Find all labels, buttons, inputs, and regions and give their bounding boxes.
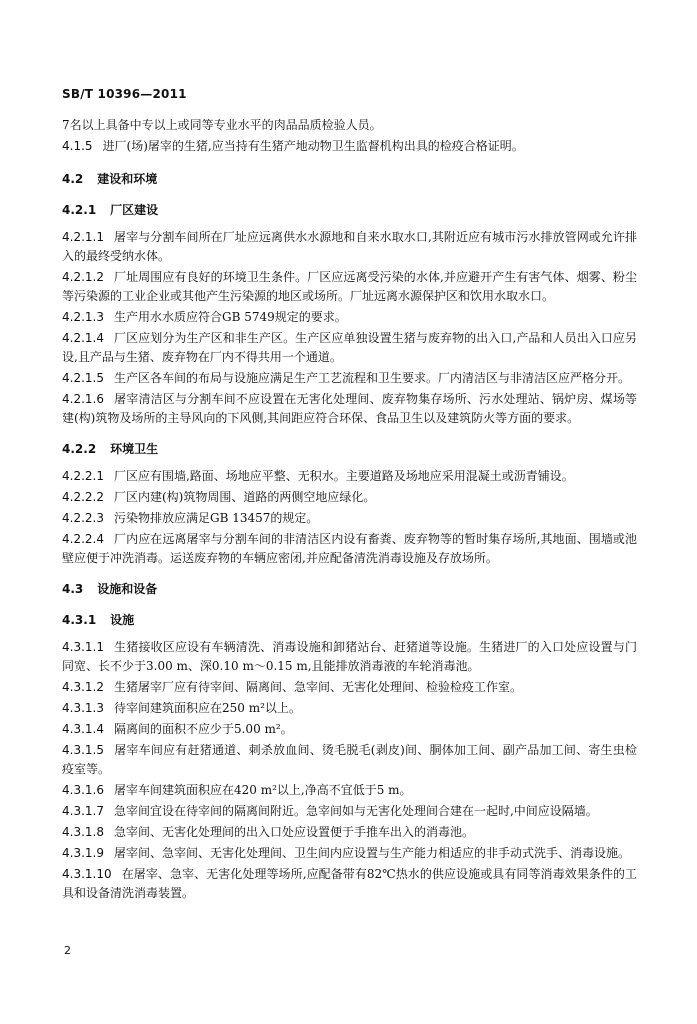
clause-4-3-1-9: 4.3.1.9 屠宰间、急宰间、无害化处理间、卫生间内应设置与生产能力相适应的非手动式洗手、消毒设施。 xyxy=(62,846,630,860)
subsection-heading-4-3-1: 4.3.1 设施 xyxy=(62,613,135,627)
clause-4-2-2-1: 4.2.2.1 厂区应有围墙,路面、场地应平整、无积水。主要道路及场地应采用混凝土或沥青铺设。 xyxy=(62,469,574,483)
paragraph: 7名以上具备中专以上或同等专业水平的肉品品质检验人员。 xyxy=(62,118,382,132)
section-heading-4-2: 4.2 建设和环境 xyxy=(62,172,158,186)
standard-code: SB/T 10396—2011 xyxy=(62,87,187,101)
clause-4-2-2-2: 4.2.2.2 厂区内建(构)筑物周围、道路的两侧空地应绿化。 xyxy=(62,490,376,504)
clause-4-2-1-6: 4.2.1.6 屠宰清洁区与分割车间不应设置在无害化处理间、废弃物集存场所、污水处理站、锅炉房、煤场等建(构)筑物及场所的主导风向的下风侧,其间距应符合环保、食品卫生以及建筑防火等方面的要求。 xyxy=(62,392,637,425)
clause-4-2-1-3: 4.2.1.3 生产用水水质应符合GB 5749规定的要求。 xyxy=(62,310,347,324)
clause-4-3-1-1: 4.3.1.1 生猪接收区应设有车辆清洗、消毒设施和卸猪站台、赶猪道等设施。生猪进厂的入口处应设置与门同宽、长不少于3.00 m、深0.10 m～0.15 m,且能排放消毒液的车轮消毒池。 xyxy=(62,640,637,673)
clause-4-3-1-10: 4.3.1.10 在屠宰、急宰、无害化处理等场所,应配备带有82℃热水的供应设施或具有同等消毒效果条件的工具和设备清洗消毒装置。 xyxy=(62,867,637,900)
subsection-heading-4-2-1: 4.2.1 厂区建设 xyxy=(62,203,159,217)
clause-4-3-1-4: 4.3.1.4 隔离间的面积不应少于5.00 m²。 xyxy=(62,722,293,736)
document-body xyxy=(62,116,637,903)
clause-4-2-1-1: 4.2.1.1 屠宰与分割车间所在厂址应远离供水水源地和自来水取水口,其附近应有城市污水排放管网或允许排入的最终受纳水体。 xyxy=(62,230,637,263)
clause-4-3-1-5: 4.3.1.5 屠宰车间应有赶猪通道、刺杀放血间、烫毛脱毛(剥皮)间、胴体加工间、副产品加工间、寄生虫检疫室等。 xyxy=(62,743,637,776)
clause-4-2-1-4: 4.2.1.4 厂区应划分为生产区和非生产区。生产区应单独设置生猪与废弃物的出入口,产品和人员出入口应另设,且产品与生猪、废弃物在厂内不得共用一个通道。 xyxy=(62,331,637,364)
clause-4-3-1-3: 4.3.1.3 待宰间建筑面积应在250 m²以上。 xyxy=(62,701,301,715)
clause-4-3-1-8: 4.3.1.8 急宰间、无害化处理间的出入口处应设置便于手推车出入的消毒池。 xyxy=(62,825,474,839)
subsection-heading-4-2-2: 4.2.2 环境卫生 xyxy=(62,442,159,456)
page-number: 2 xyxy=(64,944,71,957)
clause-4-2-2-3: 4.2.2.3 污染物排放应满足GB 13457的规定。 xyxy=(62,511,319,525)
clause-4-3-1-7: 4.3.1.7 急宰间宜设在待宰间的隔离间附近。急宰间如与无害化处理间合建在一起时,中间应设隔墙。 xyxy=(62,804,598,818)
clause-4-3-1-6: 4.3.1.6 屠宰车间建筑面积应在420 m²以上,净高不宜低于5 m。 xyxy=(62,783,412,797)
section-heading-4-3: 4.3 设施和设备 xyxy=(62,582,158,596)
clause-4-2-1-5: 4.2.1.5 生产区各车间的布局与设施应满足生产工艺流程和卫生要求。厂内清洁区与非清洁区应严格分开。 xyxy=(62,371,630,385)
clause-4-2-1-2: 4.2.1.2 厂址周围应有良好的环境卫生条件。厂区应远离受污染的水体,并应避开产生有害气体、烟雾、粉尘等污染源的工业企业或其他产生污染源的地区或场所。厂址远离水源保护区和饮用水取水口。 xyxy=(62,270,637,303)
clause-4-2-2-4: 4.2.2.4 厂内应在远离屠宰与分割车间的非清洁区内设有畜粪、废弃物等的暂时集存场所,其地面、围墙或池壁应便于冲洗消毒。运送废弃物的车辆应密闭,并应配备清洗消毒设施及存放场所。 xyxy=(62,532,637,565)
clause-4-1-5: 4.1.5 进厂(场)屠宰的生猪,应当持有生猪产地动物卫生监督机构出具的检疫合格证明。 xyxy=(62,139,524,153)
clause-4-3-1-2: 4.3.1.2 生猪屠宰厂应有待宰间、隔离间、急宰间、无害化处理间、检验检疫工作室。 xyxy=(62,680,522,694)
